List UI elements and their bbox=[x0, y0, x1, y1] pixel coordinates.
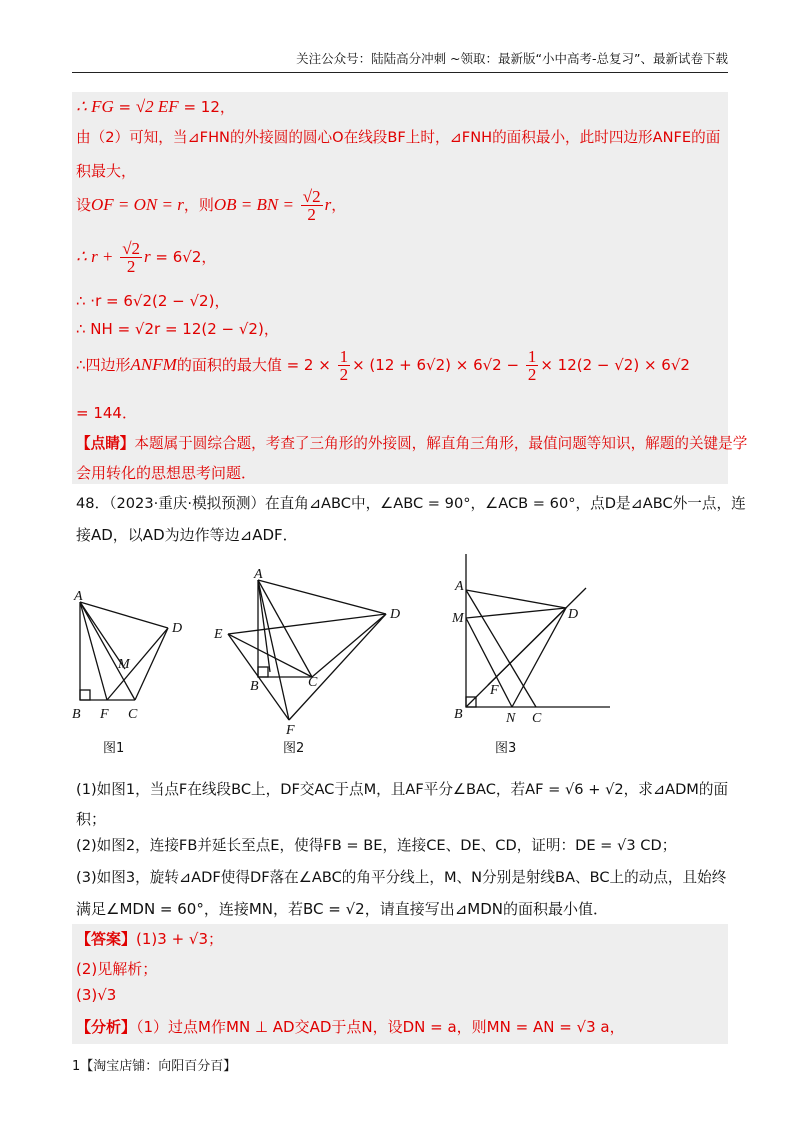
figure-2 bbox=[228, 580, 386, 720]
sol-line-6: ∴ ·r = 6√2(2 − √2)， bbox=[76, 292, 230, 310]
figures bbox=[0, 552, 800, 752]
sol-line-3: 积最大， bbox=[76, 162, 137, 180]
fig2-label-f: F bbox=[286, 723, 295, 738]
sol-line-4: 设OF = ON = r，则OB = BN = $\frac{√2}{2}$ r， bbox=[76, 187, 347, 224]
sol-line-1: ∴ FG = √2 EF = 12， bbox=[76, 97, 235, 116]
figure-3 bbox=[466, 554, 610, 707]
fig3-label-n: N bbox=[506, 711, 516, 726]
answer-line-3: (3)√3 bbox=[76, 986, 117, 1004]
solution-box bbox=[72, 92, 728, 484]
part3-line-1: (3)如图3，旋转⊿ADF使得DF落在∠ABC的角平分线上，M、N分别是射线BA、BC上的动点，且始终 bbox=[76, 869, 727, 886]
analysis-label: 【分析】 bbox=[76, 1018, 137, 1036]
fig2-caption: 图2 bbox=[283, 741, 305, 756]
fig1-label-d: D bbox=[172, 621, 183, 636]
sol-line-2: 由（2）可知，当⊿FHN的外接圆的圆心O在线段BF上时，⊿FNH的面积最小，此时四边形ANFE的面 bbox=[76, 129, 721, 146]
comment-line-1 bbox=[76, 432, 748, 453]
comment-text-1: 本题属于圆综合题，考查了三角形的外接圆，解直角三角形，最值问题等知识，解题的关键是学 bbox=[134, 435, 748, 452]
page-footer: 1【淘宝店铺：向阳百分百】 bbox=[72, 1059, 237, 1074]
part1-line-2: 积； bbox=[76, 810, 107, 828]
fig1-label-a: A bbox=[74, 589, 83, 604]
fig1-label-f: F bbox=[100, 707, 109, 722]
sol-line-8: ∴四边形ANFM的面积的最大值 = 2 × $\frac{1}{2}$ × (12 + 6√2) × 6√2 − $\frac{1}{2}$ × 12(2 − √2) × 6√2 bbox=[76, 347, 690, 384]
frac-one-half-b: $\frac{1}{2}$ bbox=[527, 347, 537, 384]
fig3-label-b: B bbox=[454, 707, 463, 722]
fig1-label-c: C bbox=[128, 707, 138, 722]
fig3-label-d: D bbox=[568, 607, 579, 622]
answer-line-2: (2)见解析； bbox=[76, 960, 158, 978]
sol-line-9: = 144． bbox=[76, 404, 137, 422]
answer-1: (1)3 + √3； bbox=[136, 930, 224, 948]
frac-sqrt2-over-2: $\frac{√2}{2}$ bbox=[302, 187, 321, 224]
part2-line: (2)如图2，连接FB并延长至点E，使得FB = BE，连接CE、DE、CD，证明：DE = √3 CD； bbox=[76, 837, 677, 854]
frac-sqrt2-over-2-b: $\frac{√2}{2}$ bbox=[122, 239, 141, 276]
part3-line-2: 满足∠MDN = 60°，连接MN，若BC = √2，请直接写出⊿MDN的面积最小值． bbox=[76, 900, 609, 918]
fig3-caption: 图3 bbox=[495, 741, 517, 756]
comment-line-2: 会用转化的思想思考问题． bbox=[76, 464, 257, 482]
fig2-label-a: A bbox=[254, 567, 263, 582]
comment-label: 【点睛】 bbox=[76, 435, 135, 452]
page-header: 关注公众号：陆陆高分冲刺 ~领取：最新版“小中高考-总复习”、最新试卷下载 bbox=[72, 50, 728, 73]
fig2-label-b: B bbox=[250, 679, 259, 694]
fig2-label-e: E bbox=[214, 627, 223, 642]
problem-line-2: 接AD，以AD为边作等边⊿ADF． bbox=[76, 526, 298, 544]
fig3-label-a: A bbox=[455, 579, 464, 594]
analysis-line bbox=[76, 1016, 726, 1037]
fig3-label-f: F bbox=[490, 683, 499, 698]
frac-one-half-a: $\frac{1}{2}$ bbox=[339, 347, 349, 384]
part1-line-1: (1)如图1，当点F在线段BC上，DF交AC于点M，且AF平分∠BAC，若AF = √6 + √2，求⊿ADM的面 bbox=[76, 781, 729, 798]
sol-line-7: ∴ NH = √2r = 12(2 − √2)， bbox=[76, 320, 279, 338]
fig1-caption: 图1 bbox=[103, 741, 125, 756]
fig2-label-d: D bbox=[390, 607, 401, 622]
analysis-text: （1）过点M作MN ⊥ AD交AD于点N，设DN = a，则MN = AN = √3 a， bbox=[136, 1018, 625, 1036]
fig1-label-b: B bbox=[72, 707, 81, 722]
figure-1 bbox=[80, 602, 168, 700]
fig2-label-c: C bbox=[308, 675, 318, 690]
problem-line-1: 48．（2023·重庆·模拟预测）在直角⊿ABC中，∠ABC = 90°，∠ACB = 60°，点D是⊿ABC外一点，连 bbox=[76, 495, 746, 512]
fig1-label-m: M bbox=[118, 657, 130, 672]
sol-line-5: ∴ r + $\frac{√2}{2}$ r = 6√2， bbox=[76, 239, 217, 276]
answer-label: 【答案】 bbox=[76, 930, 137, 948]
fig3-label-m: M bbox=[452, 611, 464, 626]
fig3-label-c: C bbox=[532, 711, 542, 726]
answer-line-1 bbox=[76, 928, 726, 949]
